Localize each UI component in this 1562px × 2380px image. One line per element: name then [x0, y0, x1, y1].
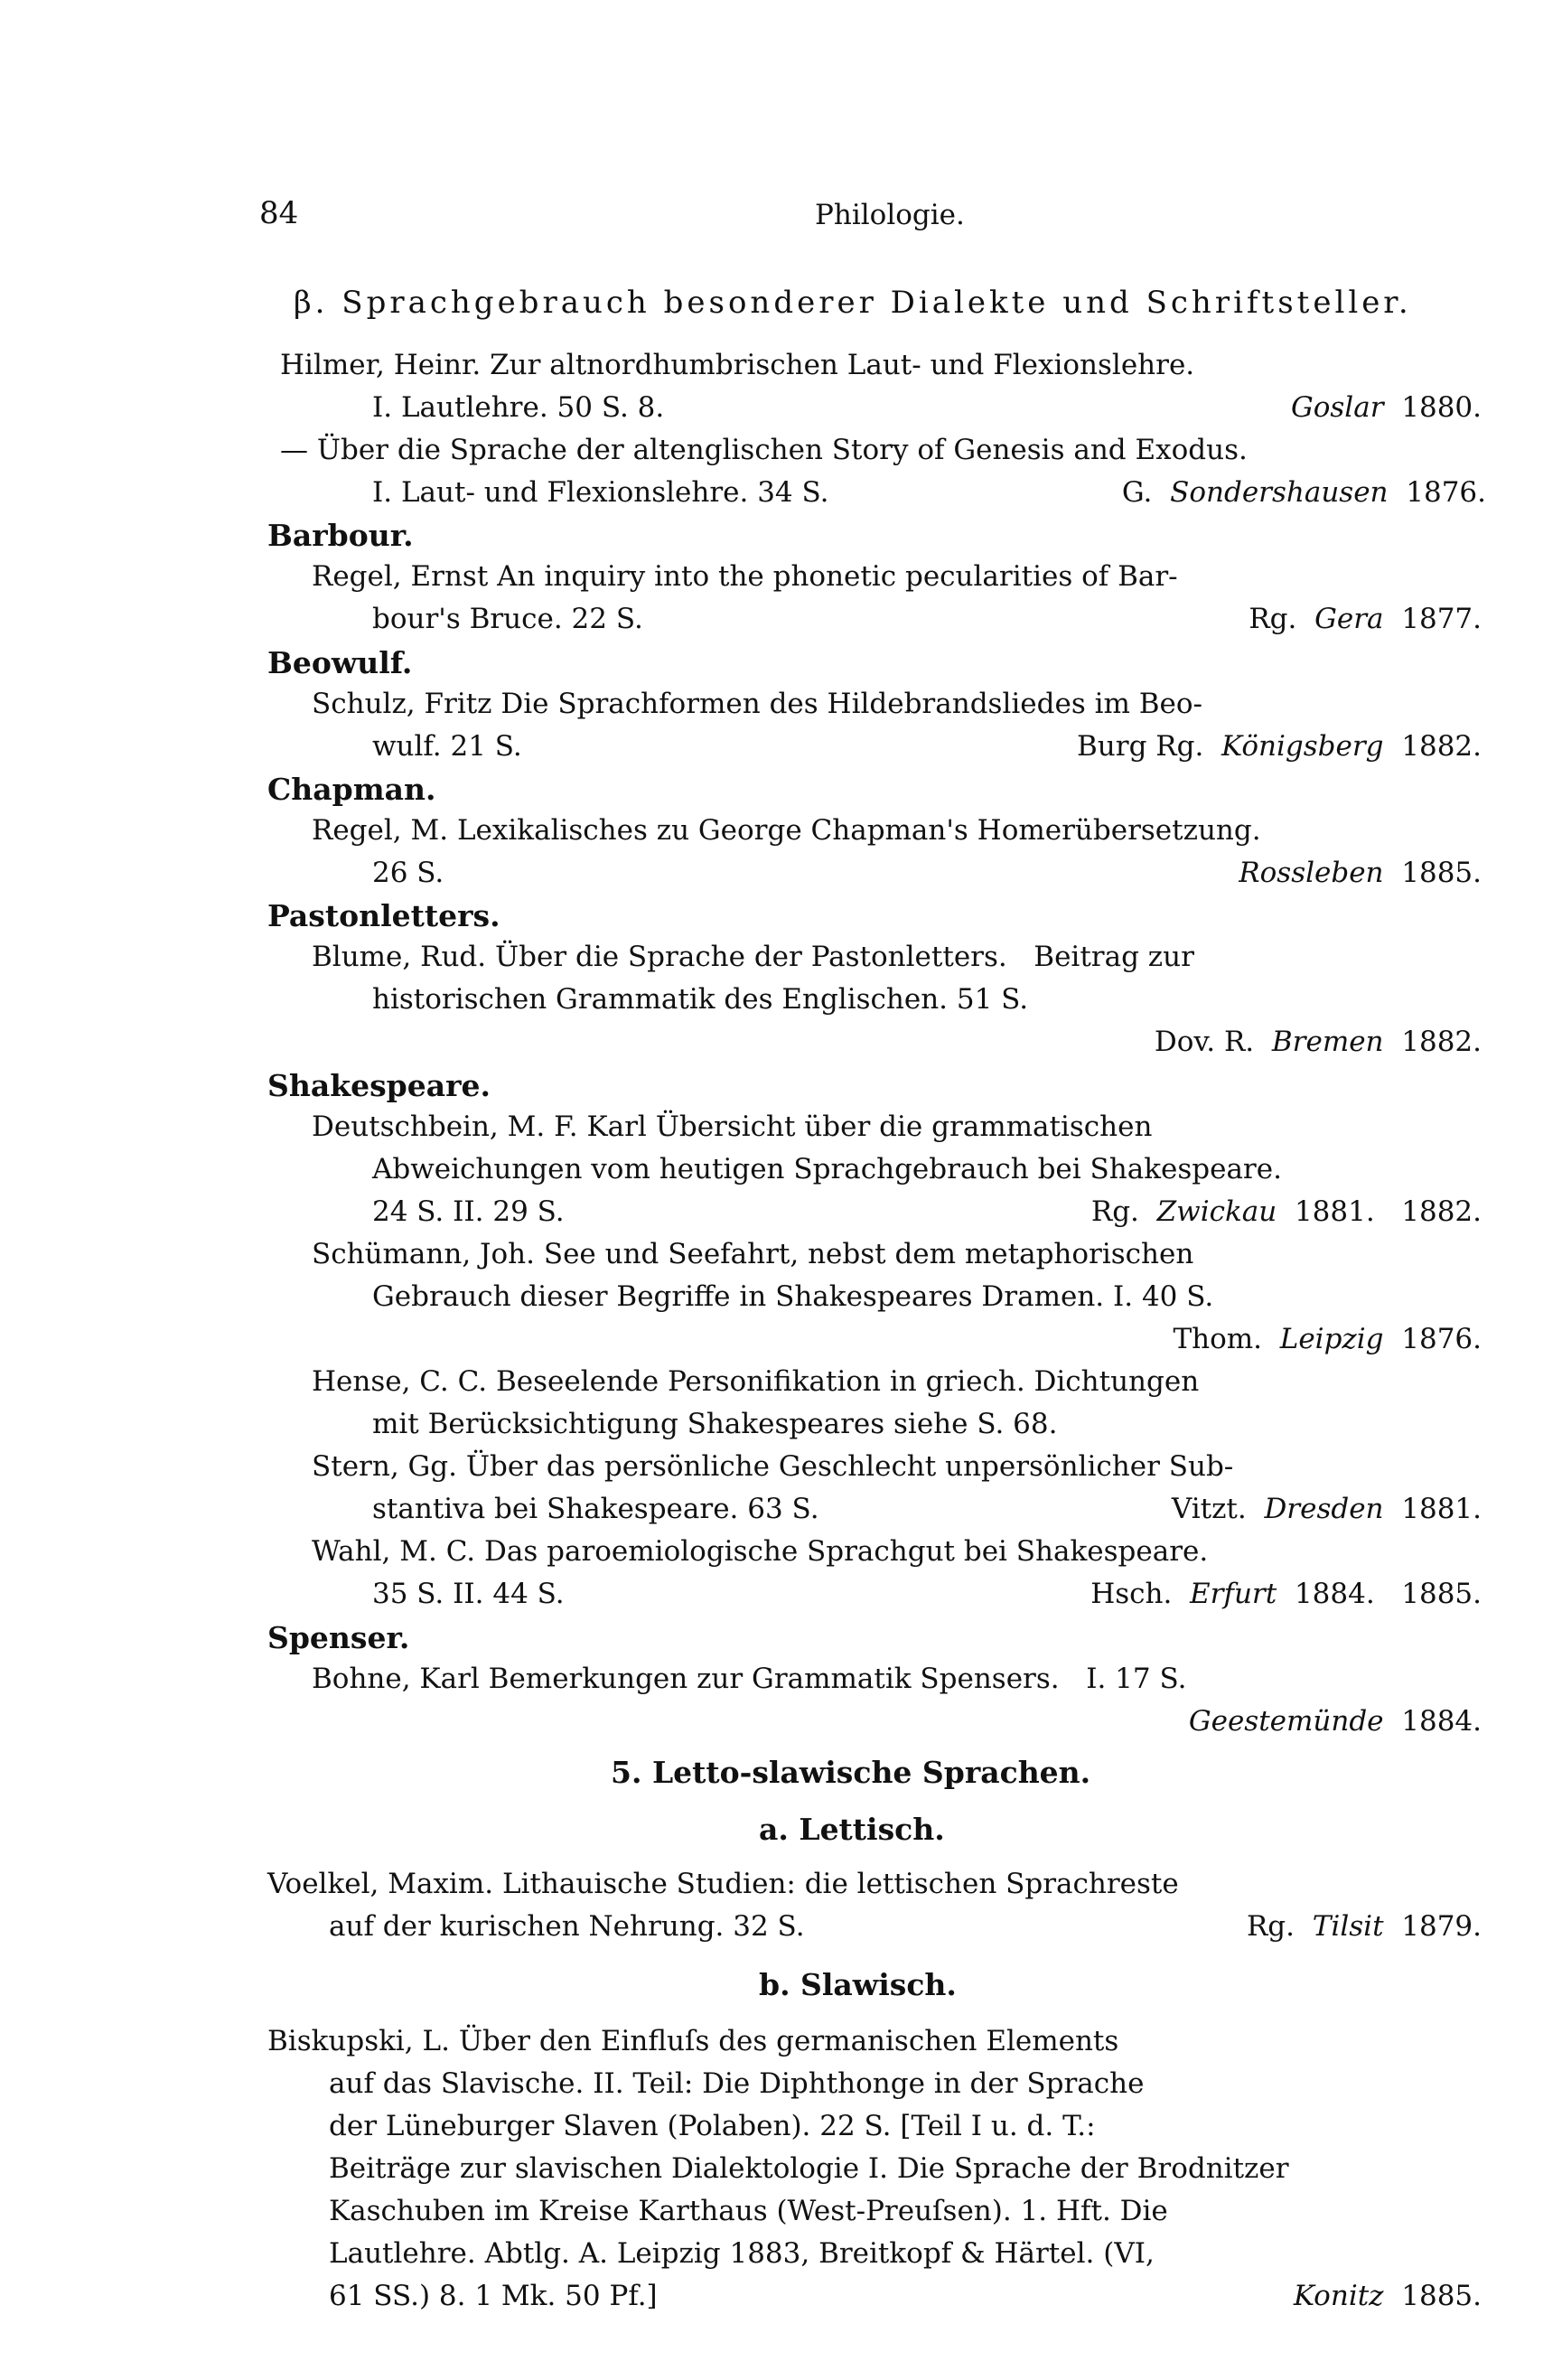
entry-hense-line2: mit Berücksichtigung Shakespeares siehe S. 68.	[372, 1408, 1058, 1440]
entry-regel-line1: Regel, Ernst An inquiry into the phonetic pecularities of Bar-	[312, 560, 1178, 593]
subsection-heading-lettisch: a. Lettisch.	[759, 1812, 945, 1847]
entry-schulz-imprint	[994, 730, 1482, 763]
entry-stern-line2: stantiva bei Shakespeare. 63 S.	[372, 1493, 819, 1525]
entry-regel-imprint	[1084, 605, 1482, 633]
entry-regel-m-line1: Regel, M. Lexikalisches zu George Chapman's Homerübersetzung.	[312, 814, 1261, 847]
place: Tilsit	[1312, 1910, 1384, 1943]
year: 1884.	[1401, 1705, 1482, 1738]
entry-biskupski-imprint	[1084, 2282, 1482, 2310]
publisher: Rg.	[1246, 1910, 1295, 1943]
year: 1880.	[1401, 391, 1482, 424]
entry-deutschbein-line1: Deutschbein, M. F. Karl Übersicht über die grammatischen	[312, 1110, 1153, 1143]
entry-hilmer-line2: I. Lautlehre. 50 S. 8.	[372, 391, 665, 424]
entry-author: Hense, C. C.	[312, 1365, 488, 1398]
subject-heading-pastonletters: Pastonletters.	[267, 898, 500, 933]
entry-author: Blume, Rud.	[312, 941, 487, 973]
place: Konitz	[1293, 2280, 1384, 2312]
entry-wahl-line1: Wahl, M. C. Das paroemiologische Sprachgut bei Shakespeare.	[312, 1535, 1209, 1568]
publisher: G.	[1121, 476, 1153, 509]
entry-author: Stern, Gg.	[312, 1450, 457, 1483]
entry-voelkel-line1: Voelkel, Maxim. Lithauische Studien: die lettischen Sprachreste	[267, 1868, 1179, 1900]
year: 1882.	[1401, 730, 1482, 763]
entry-schulz-line1: Schulz, Fritz Die Sprachformen des Hildebrandsliedes im Beo-	[312, 688, 1203, 720]
subsection-heading-slawisch: b. Slawisch.	[759, 1967, 957, 2002]
entry-biskupski-line2: auf das Slavische. II. Teil: Die Diphthonge in der Sprache	[329, 2067, 1145, 2100]
entry-biskupski-line6: Lautlehre. Abtlg. A. Leipzig 1883, Breitkopf & Härtel. (VI,	[329, 2237, 1155, 2270]
entry-deutschbein-line3: 24 S. II. 29 S.	[372, 1195, 565, 1228]
publisher: Burg Rg.	[1077, 730, 1204, 763]
section-heading-letto-slawisch: 5. Letto-slawische Sprachen.	[611, 1755, 1091, 1790]
entry-author: Bohne, Karl	[312, 1663, 480, 1695]
publisher: Rg.	[1090, 1195, 1139, 1228]
entry-regel-m-imprint	[1084, 859, 1482, 887]
entry-bohne-line1: Bohne, Karl Bemerkungen zur Grammatik Spensers. I. 17 S.	[312, 1663, 1187, 1695]
year: 1876.	[1401, 1323, 1482, 1355]
entry-regel-m-line2: 26 S.	[372, 857, 444, 889]
entry-author: Schulz, Fritz	[312, 688, 492, 720]
entry-stern-imprint	[1039, 1495, 1482, 1523]
section-marker: β.	[294, 285, 329, 321]
subject-heading-spenser: Spenser.	[267, 1620, 410, 1655]
year: 1884. 1885.	[1294, 1578, 1482, 1610]
subject-heading-shakespeare: Shakespeare.	[267, 1068, 491, 1103]
entry-blume-line1: Blume, Rud. Über die Sprache der Pastonletters. Beitrag zur	[312, 941, 1194, 973]
entry-schuemann-line2: Gebrauch dieser Begriffe in Shakespeares Dramen. I. 40 S.	[372, 1280, 1214, 1313]
subject-heading-barbour: Barbour.	[267, 518, 414, 553]
place: Sondershausen	[1170, 476, 1389, 509]
entry-biskupski-line7: 61 SS.) 8. 1 Mk. 50 Pf.]	[329, 2280, 658, 2312]
entry-hilmer-imprint	[1084, 391, 1482, 424]
entry-wahl-line2: 35 S. II. 44 S.	[372, 1578, 565, 1610]
entry-wahl-imprint	[949, 1580, 1482, 1608]
entry-hilmer2-line1: — Über die Sprache der altenglischen Story of Genesis and Exodus.	[280, 434, 1248, 466]
publisher: Vitzt.	[1171, 1493, 1247, 1525]
page-title: Philologie.	[815, 199, 965, 231]
entry-author: Wahl, M. C.	[312, 1535, 476, 1568]
year: 1882.	[1401, 1026, 1482, 1058]
year: 1881. 1882.	[1294, 1195, 1482, 1228]
year: 1885.	[1401, 857, 1482, 889]
entry-author: Regel, Ernst	[312, 560, 489, 593]
entry-author: Hilmer, Heinr.	[280, 349, 482, 381]
entry-author: Deutschbein, M. F. Karl	[312, 1110, 647, 1143]
entry-regel-line2: bour's Bruce. 22 S.	[372, 603, 643, 635]
entry-biskupski-line4: Beiträge zur slavischen Dialektologie I. Die Sprache der Brodnitzer	[329, 2152, 1289, 2185]
place: Dresden	[1264, 1493, 1384, 1525]
entry-deutschbein-line2: Abweichungen vom heutigen Sprachgebrauch bei Shakespeare.	[372, 1153, 1282, 1185]
publisher: Hsch.	[1090, 1578, 1173, 1610]
entry-blume-imprint	[1039, 1028, 1482, 1056]
year: 1877.	[1401, 603, 1482, 635]
section-heading	[294, 285, 1486, 321]
entry-stern-line1: Stern, Gg. Über das persönliche Geschlecht unpersönlicher Sub-	[312, 1450, 1234, 1483]
entry-schuemann-imprint	[1084, 1323, 1482, 1355]
entry-biskupski-line5: Kaschuben im Kreise Karthaus (West-Preuſsen). 1. Hft. Die	[329, 2195, 1168, 2227]
year: 1885.	[1401, 2280, 1482, 2312]
entry-schuemann-line1: Schümann, Joh. See und Seefahrt, nebst dem metaphorischen	[312, 1238, 1194, 1270]
place: Geestemünde	[1188, 1705, 1384, 1738]
year: 1876.	[1406, 476, 1486, 509]
publisher: Rg.	[1249, 603, 1297, 635]
place: Gera	[1314, 603, 1384, 635]
entry-author: Voelkel, Maxim.	[267, 1868, 494, 1900]
section-title: Sprachgebrauch besonderer Dialekte und Schriftsteller.	[341, 285, 1412, 321]
publisher: Thom.	[1173, 1323, 1263, 1355]
entry-schulz-line2: wulf. 21 S.	[372, 730, 522, 763]
entry-author: Regel, M.	[312, 814, 449, 847]
place: Rossleben	[1239, 857, 1384, 889]
year: 1879.	[1401, 1910, 1482, 1943]
entry-blume-line2: historischen Grammatik des Englischen. 51 S.	[372, 983, 1029, 1016]
entry-hilmer2-imprint	[1039, 476, 1486, 509]
page-number: 84	[259, 195, 299, 231]
place: Goslar	[1290, 391, 1384, 424]
place: Zwickau	[1156, 1195, 1277, 1228]
place: Bremen	[1271, 1026, 1384, 1058]
entry-biskupski-line3: der Lüneburger Slaven (Polaben). 22 S. [Teil I u. d. T.:	[329, 2110, 1096, 2142]
place: Königsberg	[1221, 730, 1384, 763]
place: Erfurt	[1190, 1578, 1277, 1610]
publisher: Dov. R.	[1154, 1026, 1255, 1058]
entry-biskupski-line1: Biskupski, L. Über den Einfluſs des germanischen Elements	[267, 2025, 1119, 2057]
place: Leipzig	[1279, 1323, 1384, 1355]
year: 1881.	[1401, 1493, 1482, 1525]
entry-voelkel-imprint	[1084, 1910, 1482, 1943]
entry-voelkel-line2: auf der kurischen Nehrung. 32 S.	[329, 1910, 805, 1943]
entry-hilmer-line1: Hilmer, Heinr. Zur altnordhumbrischen Laut- und Flexionslehre.	[280, 349, 1195, 381]
entry-hense-line1: Hense, C. C. Beseelende Personifikation in griech. Dichtungen	[312, 1365, 1200, 1398]
entry-author: Biskupski, L.	[267, 2025, 450, 2057]
subject-heading-beowulf: Beowulf.	[267, 645, 413, 680]
entry-author: Schümann, Joh.	[312, 1238, 535, 1270]
entry-deutschbein-imprint	[949, 1195, 1482, 1228]
subject-heading-chapman: Chapman.	[267, 772, 436, 807]
entry-bohne-imprint	[1039, 1705, 1482, 1738]
entry-hilmer2-line2: I. Laut- und Flexionslehre. 34 S.	[372, 476, 829, 509]
